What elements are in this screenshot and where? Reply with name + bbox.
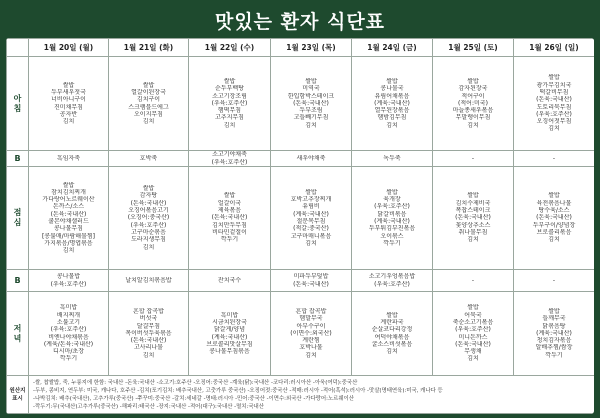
menu-cell — [514, 167, 595, 270]
meal-label: B — [7, 151, 29, 167]
menu-item: 김치 — [142, 118, 155, 126]
menu-item: 계란찜 — [302, 337, 320, 345]
menu-item: 육전볶음나물 — [536, 199, 572, 207]
menu-item: (돈육:국내산) — [130, 337, 167, 345]
menu-item: 한입함박스테이크 — [287, 92, 335, 100]
menu-item: (이면수:외국산) — [290, 329, 332, 337]
menu-item: 적어구이 — [461, 92, 485, 100]
origin-line: -쌀, 찹쌀밥, 죽, 누룽지에 한함: 국내산 -돈육:국내산 -소고기:호주산 -오징어:중국산 -계육(닭):국내산 -코다리:러시아산 -아욱(여덕):중국산 — [33, 379, 358, 386]
menu-cell — [352, 57, 433, 151]
menu-item: 콩나물무침 — [54, 225, 83, 233]
day-header: 1월 20일 (월) — [29, 39, 109, 57]
menu-item: 브로콜리볶음 — [536, 228, 572, 236]
menu-cell — [271, 292, 352, 376]
menu-cell — [271, 151, 352, 167]
menu-item: [콩불매/마람해물찜] — [41, 232, 96, 240]
menu-item: 두부조림 — [299, 107, 323, 115]
menu-item: (돈육:국내산) — [130, 199, 167, 207]
meal-row-dinner — [7, 292, 595, 376]
menu-item: 김치 — [62, 118, 75, 126]
menu-item: 버섯국 — [139, 315, 158, 323]
day-header: 1월 26일 (일) — [514, 39, 595, 57]
day-header: 1월 23일 (목) — [271, 39, 352, 57]
menu-item: (돈육:국내산) — [293, 280, 329, 288]
meal-label: 아 침 — [7, 57, 29, 151]
menu-item: 쌀밥 — [548, 74, 560, 82]
menu-item: 두부구이/양념장 — [532, 221, 576, 229]
menu-item: 도라지생무침 — [131, 236, 166, 244]
menu-item: 쌀밥 — [142, 185, 155, 193]
menu-item: (돈육:국내산) — [455, 214, 491, 222]
menu-item: 가다랑어노르웨이산 — [42, 196, 95, 204]
menu-item: 김치 — [142, 351, 155, 359]
menu-item: 흔합 잡곡밥 — [133, 307, 164, 315]
menu-cell — [514, 292, 595, 376]
menu-item: 두부튀김부친볶음 — [368, 225, 416, 233]
menu-item: 쌀밥 — [467, 192, 479, 200]
menu-item: (오징어:중국산) — [127, 214, 170, 222]
menu-item: 얼갈이국 — [217, 199, 242, 207]
origin-line: -나박김치: 배추(국내산), 고추가루(중국산) -쭈꾸미:중국산 -갈치:세네갈 -명태:러시아 -민어:중국산 -이면수:외국산 -가다랑어:노르웨이산 — [33, 395, 354, 402]
menu-cell — [29, 292, 109, 376]
menu-item: 순두부백탕 — [215, 85, 244, 93]
menu-item: (돈육:국내산) — [50, 210, 87, 218]
menu-cell — [433, 167, 514, 270]
meal-row-lunch — [7, 167, 595, 270]
menu-cell — [29, 151, 109, 167]
menu-cell — [514, 270, 595, 292]
menu-item: 김치 — [223, 121, 236, 129]
origin-line: -깍두기:무(국내산)고추가루(중국산) -해파리:태국산 -장지:국내산 -적어(대구):국내산 -멸치:국내산 — [33, 403, 264, 410]
menu-item: 호박고추장찌개 — [290, 196, 332, 204]
menu-item: (우육:호주산) — [374, 280, 410, 288]
menu-item: 목이버섯두육볶음 — [125, 329, 172, 337]
menu-item: 마늘종새우볶음 — [452, 107, 494, 115]
meal-label: 점 심 — [7, 167, 29, 270]
menu-item: 햄떡무침 — [217, 107, 242, 115]
menu-item: 굴소스비섯볶음 — [371, 340, 413, 348]
menu-item: 김치 — [548, 236, 560, 244]
menu-item: 돈까스/소스 — [52, 203, 84, 211]
menu-item: 비엔나야채볶음 — [48, 333, 89, 341]
menu-cell — [189, 151, 271, 167]
menu-cell — [352, 292, 433, 376]
menu-item: (계육:국내산) — [293, 210, 329, 218]
header-row — [7, 39, 595, 57]
meal-row-breakfast — [7, 57, 595, 151]
menu-item: 공자반 — [59, 110, 78, 118]
menu-item: 여덕야채볶음 — [374, 333, 410, 341]
menu-item: (계육:국내산) — [374, 99, 410, 107]
menu-item: 무말랭이무침 — [455, 114, 491, 122]
menu-cell — [433, 57, 514, 151]
menu-item: 쌀밥 — [548, 307, 560, 315]
menu-item: 김치 — [467, 121, 479, 129]
menu-cell — [514, 151, 595, 167]
menu-item: (계육:국내산) — [374, 218, 410, 225]
menu-item: 오이지무침 — [134, 110, 163, 118]
menu-item: 쌀밥 — [467, 304, 479, 312]
menu-item: 흑미밥 — [59, 304, 78, 312]
menu-item: 호박나물 — [299, 344, 323, 352]
menu-cell — [433, 270, 514, 292]
menu-item: 김치 — [142, 243, 155, 251]
menu-item: 배지찌개 — [56, 311, 81, 319]
menu-item: 햄밤김무침 — [377, 114, 407, 122]
menu-item: - — [552, 276, 556, 284]
menu-cell — [189, 292, 271, 376]
menu-cell — [29, 167, 109, 270]
menu-item: 콩나물국 — [380, 85, 404, 93]
origin-row — [7, 376, 595, 414]
menu-item: 무생채 — [464, 348, 482, 356]
menu-item: 광가무김치국 — [536, 81, 572, 89]
menu-item: - — [471, 276, 475, 284]
menu-item: 쿨몬야채샐러드 — [48, 218, 89, 225]
menu-item: 깍두기 — [59, 355, 78, 363]
menu-item: 쌀밥 — [142, 81, 155, 89]
menu-item: (우육:호주산) — [211, 158, 248, 166]
menu-item: 새우야채죽 — [296, 154, 326, 162]
menu-item: 김치 — [386, 348, 398, 356]
menu-item: 청치김자볶음 — [536, 337, 572, 345]
menu-item: (돈육:국내산) — [455, 340, 491, 348]
menu-item: 죽순소고기볶음 — [452, 318, 494, 326]
origin-line: -두부, 콩비지, 연두부: 미국, 캐나다, 호주산 -김치(포기김치: 배추국내산, 고춧가루 중국산) -오징어젓:중국산 -적매:러시아 -적어(흑석):러시아 -맛살(명태연육):미국, 캐나다 등 — [33, 387, 443, 394]
menu-item: 오징어젓무침 — [536, 118, 572, 126]
menu-item: 닭갈게/양념 — [213, 326, 245, 334]
day-header: 1월 24일 (금) — [352, 39, 433, 57]
menu-item: 쌀밥 — [548, 192, 560, 200]
menu-item: 너비아니구이 — [51, 96, 86, 104]
menu-item: 고구마매니볶음 — [290, 232, 332, 240]
menu-cell — [109, 57, 189, 151]
menu-item: 김치 — [467, 355, 479, 363]
menu-item: 햄말무국 — [299, 315, 323, 323]
menu-item: 김치만두무침 — [212, 221, 247, 229]
menu-item: 진미채무침 — [54, 103, 83, 111]
menu-cell — [271, 270, 352, 292]
menu-item: 열갈이된장국 — [131, 88, 166, 96]
menu-item: 쌀밥 — [305, 77, 317, 85]
menu-cell — [29, 57, 109, 151]
menu-item: 절분목무침 — [296, 218, 326, 225]
menu-item: 호박죽 — [139, 154, 158, 162]
menu-item: (돈육:국내산) — [293, 99, 329, 107]
menu-item: 잔치국수 — [217, 276, 242, 284]
menu-item: 김치 — [305, 239, 317, 247]
menu-item: 날치알김치볶음밥 — [125, 276, 172, 284]
menu-cell — [433, 151, 514, 167]
menu-item: 김치 — [548, 125, 560, 133]
menu-item: 오이볶스 — [380, 232, 404, 240]
menu-cell — [514, 57, 595, 151]
menu-sheet — [6, 38, 594, 414]
menu-item: (적갈:중국산) — [293, 225, 329, 233]
meal-label: B — [7, 270, 29, 292]
menu-item: 쌀밥 — [467, 77, 479, 85]
menu-item: 고추지무침 — [215, 114, 244, 122]
menu-item: 취나물무침 — [458, 228, 488, 236]
menu-item: 쌀밥 — [223, 192, 236, 200]
menu-item: 쌀밥 — [386, 311, 398, 319]
menu-item: 감자탕 — [139, 192, 158, 200]
menu-item: 폭찹스테이크 — [455, 207, 491, 215]
menu-item: (우육:호주산) — [50, 326, 87, 334]
menu-item: (돈육:국내산) — [211, 214, 248, 222]
menu-item: 시금치된장국 — [212, 318, 247, 326]
menu-item: 소불고기 — [56, 318, 81, 326]
menu-item: 쌀밥 — [62, 81, 75, 89]
menu-cell — [189, 57, 271, 151]
menu-item: 디시마/초장 — [52, 348, 84, 356]
menu-item: 김치 — [386, 121, 398, 129]
menu-item: 떡갈비무침 — [539, 88, 569, 96]
menu-item: (계육:국내산) — [211, 333, 248, 341]
menu-item: 비타민겉절이 — [212, 228, 247, 236]
day-header: 1월 22일 (수) — [189, 39, 271, 57]
menu-item: 육개장 — [383, 196, 401, 204]
menu-item: 고사리나물 — [134, 344, 163, 352]
menu-item: 김치 — [467, 236, 479, 244]
menu-item: (계육:국내산) — [536, 329, 572, 337]
menu-item: 쌀밥 — [386, 77, 398, 85]
menu-cell — [352, 167, 433, 270]
menu-item: - — [471, 154, 475, 162]
menu-item: (돈육:국내산) — [536, 96, 572, 104]
menu-cell — [109, 151, 189, 167]
menu-item: 쌀밥 — [305, 188, 317, 196]
menu-item: 미니돈까스 — [458, 333, 488, 341]
menu-item: 도토리묵무침 — [536, 103, 572, 111]
menu-item: 쌀밥 — [223, 77, 236, 85]
menu-item: 깍두기 — [545, 351, 563, 359]
menu-item: 스크램블드에그 — [128, 103, 169, 111]
menu-item: (돈육:국내산) — [536, 214, 572, 222]
menu-item: 김치구이 — [136, 96, 161, 104]
menu-item: 미역국 — [302, 85, 320, 93]
menu-cell — [189, 167, 271, 270]
menu-item: 미파두부덮밥 — [293, 273, 329, 281]
menu-item: 제육볶음 — [217, 207, 242, 215]
menu-cell — [352, 270, 433, 292]
origin-label: 원산지 표시 — [7, 376, 29, 414]
menu-item: 소고기장조림 — [212, 92, 247, 100]
menu-item: 달걀무침 — [136, 322, 161, 330]
menu-item: 알배추찜/쌈장 — [535, 344, 573, 352]
menu-item: 들깨무국 — [542, 315, 566, 323]
menu-item: 유림어채볶음 — [374, 92, 410, 100]
menu-item: 콩나물밥 — [56, 273, 81, 281]
menu-item: 아부수구이 — [296, 322, 326, 330]
menu-item: 흑임자죽 — [56, 154, 81, 162]
menu-item: 흑미밥 — [220, 311, 239, 319]
menu-item: 감자된장국 — [458, 85, 488, 93]
day-header: 1월 25일 (토) — [433, 39, 514, 57]
menu-item: 고들빼기무침 — [293, 114, 329, 122]
menu-item: 두부새우젓국 — [51, 88, 86, 96]
menu-item: 콩나물무침볶음 — [209, 348, 250, 356]
menu-cell — [433, 292, 514, 376]
menu-item: (우육:호주산) — [455, 326, 491, 334]
menu-item: (계육/돈육:국내산) — [43, 340, 94, 348]
menu-table — [6, 38, 594, 414]
menu-item: 고구마순볶음 — [131, 228, 166, 236]
menu-item: 소고기우엉볶음밥 — [368, 273, 416, 281]
menu-cell — [109, 270, 189, 292]
menu-item: 깍두기 — [383, 239, 401, 247]
menu-item: 녹두죽 — [383, 154, 401, 162]
meal-label: 저 녁 — [7, 292, 29, 376]
menu-item: (우육:호주산) — [50, 280, 87, 288]
menu-cell — [352, 151, 433, 167]
menu-item: 어묵국 — [464, 311, 482, 319]
menu-item: 탕수육/소스 — [538, 207, 570, 215]
page-title: 맛있는 환자 식단표 — [214, 10, 386, 33]
meal-row-b2 — [7, 270, 595, 292]
menu-item: 순살코다리강정 — [371, 326, 413, 334]
menu-cell — [109, 292, 189, 376]
menu-item: - — [552, 154, 556, 162]
menu-item: 깍두기 — [220, 236, 239, 244]
menu-item: 브로콜리맛살무침 — [206, 340, 253, 348]
menu-item: 김치 — [62, 247, 75, 255]
day-header: 1월 21일 (화) — [109, 39, 189, 57]
menu-item: 열무된장볶음 — [374, 107, 410, 115]
menu-item: 쌀밥 — [62, 181, 75, 189]
menu-item: 유림비 — [302, 203, 320, 211]
corner-cell — [7, 39, 29, 57]
menu-item: (우육:호주산) — [536, 110, 572, 118]
menu-cell — [109, 167, 189, 270]
menu-item: 닭갈비볶음 — [377, 210, 407, 218]
menu-item: 김치수제비국 — [455, 199, 491, 207]
origin-text — [29, 376, 595, 414]
menu-cell — [271, 167, 352, 270]
menu-item: 김치 — [305, 351, 317, 359]
menu-item: 참치김치찌개 — [51, 188, 86, 196]
menu-item: (우육:호주산) — [130, 221, 167, 229]
menu-cell — [271, 57, 352, 151]
meal-row-b1 — [7, 151, 595, 167]
menu-item: 가지볶음/명엽볶음 — [44, 239, 93, 247]
menu-item: 계란파국 — [380, 318, 404, 326]
menu-cell — [29, 270, 109, 292]
menu-item: (우육:호주산) — [374, 203, 410, 211]
menu-item: 쌀밥 — [386, 188, 398, 196]
menu-item: 닭볶음탕 — [542, 322, 566, 330]
menu-item: 꽃양상추소스 — [455, 221, 491, 229]
menu-item: 김치 — [305, 121, 317, 129]
menu-item: (적어:미국) — [458, 99, 488, 107]
menu-item: 흔합 잡곡밥 — [295, 307, 327, 315]
menu-item: 오징어볶음고기 — [128, 207, 169, 215]
menu-cell — [189, 270, 271, 292]
menu-item: (우육:호주산) — [211, 99, 248, 107]
menu-item: 소고기야채죽 — [212, 151, 247, 159]
